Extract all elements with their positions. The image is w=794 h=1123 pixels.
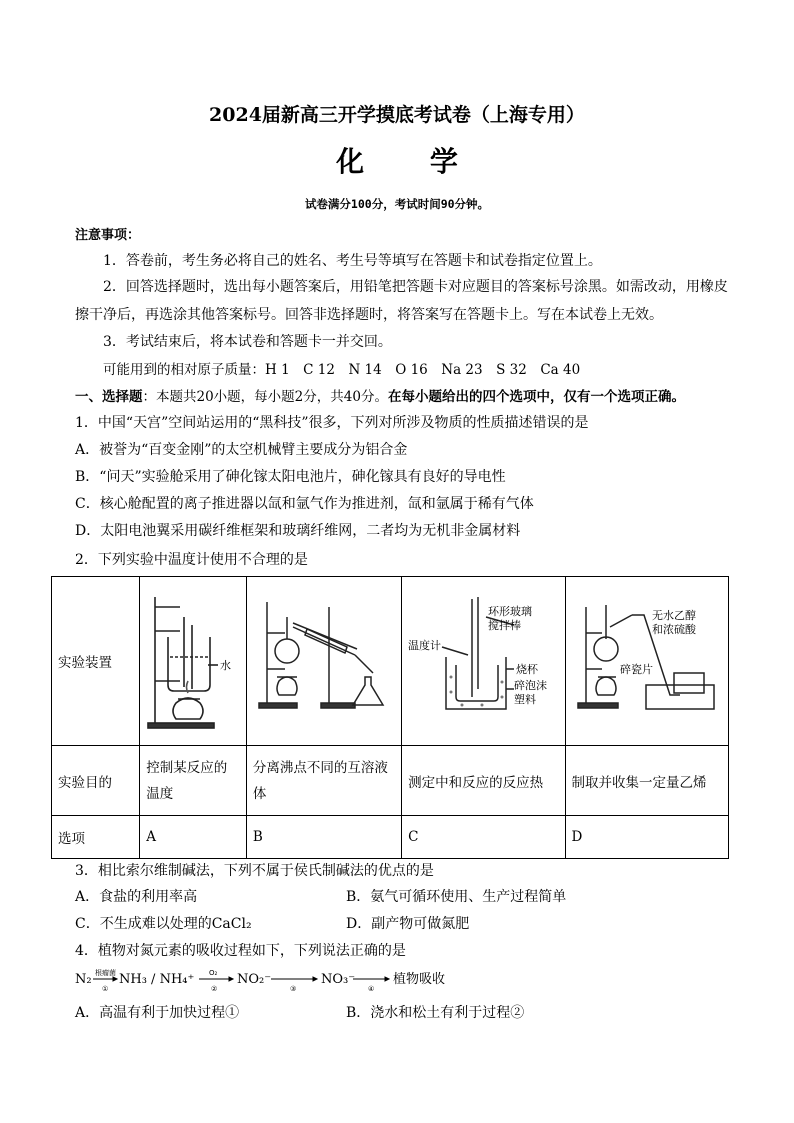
- exam-title: 2024届新高三开学摸底考试卷（上海专用）: [209, 104, 585, 126]
- section-1-label: 一、选择题: [75, 389, 143, 405]
- q3-stem: 3．相比索尔维制碱法，下列不属于侯氏制碱法的优点的是: [75, 863, 434, 879]
- q4-option-b: B．浇水和松土有利于过程②: [346, 1005, 525, 1021]
- purpose-b: 分离沸点不同的互溶液体: [246, 746, 401, 816]
- eq-step-2: ②: [211, 985, 218, 993]
- label-ring-stirrer-2: 搅拌棒: [488, 619, 522, 632]
- option-d-label: D: [565, 816, 728, 859]
- note-item-2-line1: 2．回答选择题时，选出每小题答案后，用铅笔把答题卡对应题目的答案标号涂黑。如需改动，用橡皮: [103, 279, 728, 295]
- eq-step-4: ④: [368, 985, 375, 993]
- q3-option-c: C．不生成难以处理的CaCl₂: [75, 916, 252, 932]
- q1-option-b: B．“问天”实验舱采用了砷化镓太阳电池片，砷化镓具有良好的导电性: [75, 469, 506, 485]
- q4-equation-svg: [75, 966, 495, 996]
- label-water: 水: [220, 659, 232, 672]
- q1-option-d: D．太阳电池翼采用碳纤维框架和玻璃纤维网，二者均为无机非金属材料: [75, 523, 521, 539]
- table-row-purpose: [52, 746, 729, 816]
- apparatus-b-cell: [246, 577, 401, 746]
- section-1-rule: 在每小题给出的四个选项中，仅有一个选项正确。: [387, 389, 685, 405]
- option-c-label: C: [402, 816, 565, 859]
- apparatus-c-image: [402, 577, 562, 745]
- q4-equation: [75, 966, 495, 996]
- label-ethanol-1: 无水乙醇: [651, 609, 696, 622]
- label-ring-stirrer-1: 环形玻璃: [488, 605, 533, 618]
- atomic-mass-line: 可能用到的相对原子质量：H 1 C 12 N 14 O 16 Na 23 S 32 Ca 40: [103, 362, 581, 378]
- eq-absorb: 植物吸收: [393, 972, 446, 987]
- q2-stem: 2．下列实验中温度计使用不合理的是: [75, 552, 308, 568]
- label-porcelain: 碎瓷片: [619, 663, 653, 676]
- time-info: 试卷满分100分，考试时间90分钟。: [304, 197, 490, 211]
- q3-option-d: D．副产物可做氮肥: [346, 916, 470, 932]
- purpose-d: 制取并收集一定量乙烯: [565, 746, 728, 816]
- eq-step-3: ③: [290, 985, 297, 993]
- note-item-2-line2: 擦干净后，再选涂其他答案标号。回答非选择题时，将答案写在答题卡上。写在本试卷上无效。: [75, 307, 663, 323]
- purpose-a: 控制某反应的温度: [140, 746, 247, 816]
- note-item-1: 1．答卷前，考生务必将自己的姓名、考生号等填写在答题卡和试卷指定位置上。: [103, 253, 602, 269]
- q2-table: [51, 576, 729, 859]
- apparatus-a-image: [140, 577, 244, 745]
- table-row-apparatus: [52, 577, 729, 746]
- row-label-apparatus: 实验装置: [52, 577, 140, 746]
- apparatus-c-cell: [402, 577, 565, 746]
- option-a-label: A: [140, 816, 247, 859]
- q1-option-c: C．核心舱配置的离子推进器以氙和氩气作为推进剂，氙和氩属于稀有气体: [75, 496, 534, 512]
- apparatus-d-cell: [565, 577, 728, 746]
- notes-heading: 注意事项：: [75, 228, 141, 243]
- eq-n2: N₂: [75, 972, 92, 987]
- q1-option-a: A．被誉为“百变金刚”的太空机械臂主要成分为铝合金: [75, 442, 408, 458]
- eq-o2: O₂: [209, 969, 218, 977]
- apparatus-d-image: [566, 577, 726, 745]
- eq-no3: NO₃⁻: [321, 972, 356, 987]
- eq-nh3: NH₃ / NH₄⁺: [119, 972, 195, 987]
- subject-title: 化 学: [336, 145, 486, 178]
- section-1-info: ：本题共20小题，每小题2分，共40分。: [142, 389, 388, 405]
- row-label-purpose: 实验目的: [52, 746, 140, 816]
- purpose-c: 测定中和反应的反应热: [402, 746, 565, 816]
- label-beaker: 烧杯: [516, 663, 539, 676]
- q3-option-a: A．食盐的利用率高: [75, 889, 198, 905]
- label-foam-2: 塑料: [514, 693, 537, 706]
- note-item-3: 3．考试结束后，将本试卷和答题卡一并交回。: [103, 334, 392, 350]
- option-b-label: B: [246, 816, 401, 859]
- eq-step-1: ①: [102, 985, 109, 993]
- q4-stem: 4．植物对氮元素的吸收过程如下，下列说法正确的是: [75, 943, 406, 959]
- label-foam-1: 碎泡沫: [514, 679, 548, 692]
- q4-option-a: A．高温有利于加快过程①: [75, 1005, 240, 1021]
- q3-option-b: B．氨气可循环使用、生产过程简单: [346, 889, 567, 905]
- q1-stem: 1．中国“天宫”空间站运用的“黑科技”很多，下列对所涉及物质的性质描述错误的是: [75, 415, 589, 431]
- table-row-option: [52, 816, 729, 859]
- row-label-option: 选项: [52, 816, 140, 859]
- eq-no2: NO₂⁻: [237, 972, 272, 987]
- label-thermometer: 温度计: [408, 639, 442, 652]
- apparatus-a-cell: [140, 577, 247, 746]
- apparatus-b-image: [247, 577, 399, 745]
- label-ethanol-2: 和浓硫酸: [651, 623, 696, 636]
- section-1-heading: [75, 385, 685, 405]
- eq-bacteria: 根瘤菌: [95, 969, 116, 977]
